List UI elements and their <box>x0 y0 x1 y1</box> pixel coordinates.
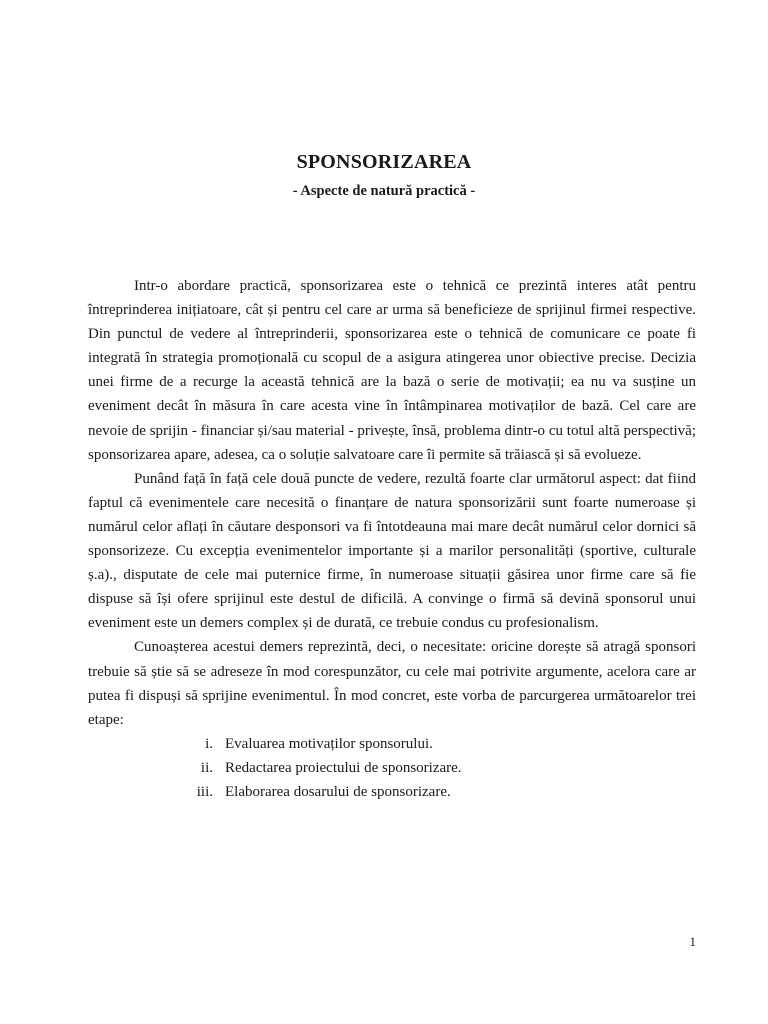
document-subtitle: - Aspecte de natură practică - <box>292 183 476 199</box>
list-item-number: ii. <box>200 759 213 776</box>
document-body <box>88 274 696 804</box>
list-item-number: i. <box>205 735 213 752</box>
list-item <box>88 780 696 804</box>
list-item-label: Elaborarea dosarului de sponsorizare. <box>225 783 451 800</box>
paragraph: Intr-o abordare practică, sponsorizarea este o tehnică ce prezintă interes atât pentru întreprinderea inițiatoare, cât și pentru cel care ar urma să beneficieze de sprijinul firmei respective. Din punctul de vedere al întreprinderii, sponsorizarea este o tehnică de comunicare ce poate fi integrată în strategia promoțională cu scopul de a asigura atingerea unor obiective precise. Decizia unei firme de a recurge la această tehnică are la bază o serie de motivații; ea nu va susține un eveniment decât în măsura în care acesta vine în întâmpinarea motivaților de bază. Cel care are nevoie de sprijin - financiar și/sau material - privește, însă, problema dintr-o cu totul altă perspectivă; sponsorizarea apare, adesea, ca o soluție salvatoare care îi permite să trăiască și să evolueze. <box>88 278 696 463</box>
list-item <box>88 732 696 756</box>
paragraph: Cunoașterea acestui demers reprezintă, deci, o necesitate: oricine dorește să atragă sponsori trebuie să știe să se adreseze în mod corespunzător, cu cele mai potrivite argumente, acelora care ar putea fi dispuși să sprijine evenimentul. În mod concret, este vorba de parcurgerea următoarelor trei etape: <box>88 639 696 728</box>
document-title: SPONSORIZAREA <box>296 151 472 173</box>
list-item-number: iii. <box>196 783 213 800</box>
list-item-label: Evaluarea motivaților sponsorului. <box>225 735 433 752</box>
steps-list <box>88 732 696 804</box>
page-number: 1 <box>689 934 696 949</box>
list-item-label: Redactarea proiectului de sponsorizare. <box>225 759 462 776</box>
paragraph: Punând față în față cele două puncte de vedere, rezultă foarte clar următorul aspect: dat fiind faptul că evenimentele care necesită o finanțare de natura sponsorizării sunt foarte numeroase și numărul celor aflați în căutare desponsori va fi întotdeauna mai mare decât numărul celor dornici să sponsorizeze. Cu excepția evenimentelor importante și a marilor personalități (sportive, culturale ș.a)., disputate de cele mai puternice firme, în numeroase situații găsirea unor firme care să fie dispuse să își ofere sprijinul este destul de dificilă. A convinge o firmă să devină sponsorul unui eveniment este un demers complex și de durată, ce trebuie condus cu profesionalism. <box>88 470 696 632</box>
list-item <box>88 756 696 780</box>
